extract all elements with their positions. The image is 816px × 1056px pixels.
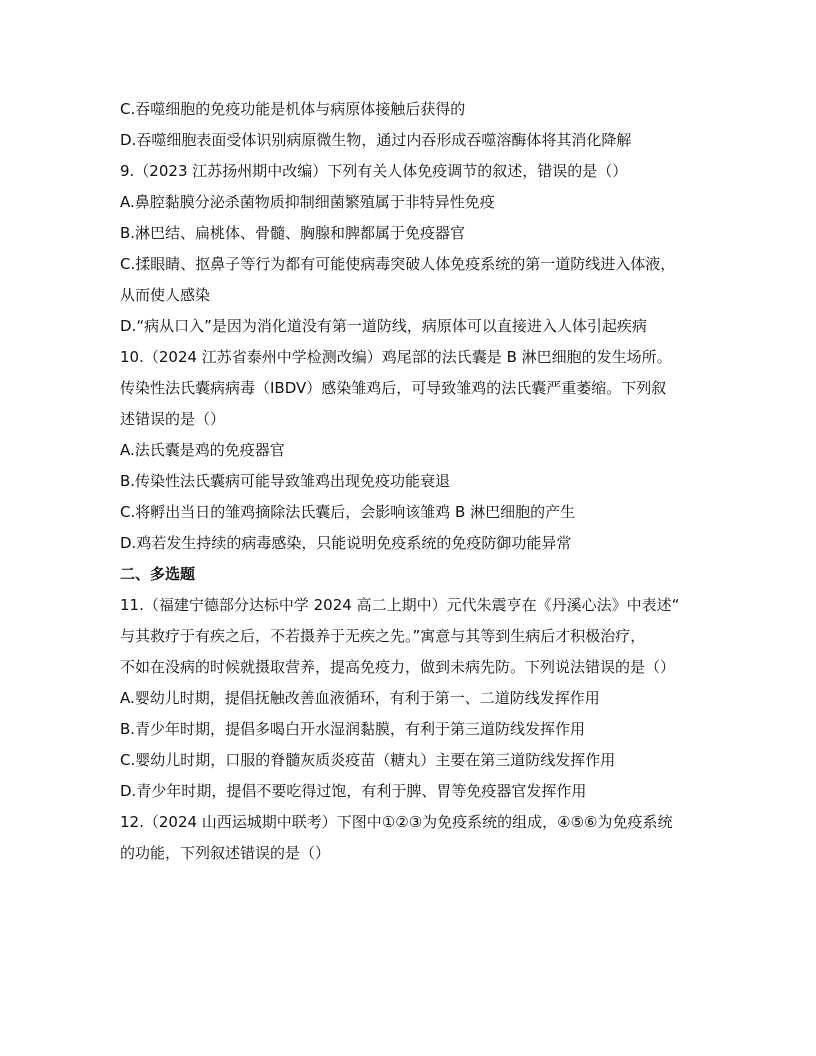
- q11-option-d: D.青少年时期，提倡不要吃得过饱，有利于脾、胃等免疫器官发挥作用: [120, 782, 587, 800]
- q11-option-c: C.婴幼儿时期，口服的脊髓灰质炎疫苗（糖丸）主要在第三道防线发挥作用: [120, 751, 616, 769]
- question-text-block: [120, 94, 704, 869]
- q9-option-c-line2: 从而使人感染: [120, 286, 211, 304]
- q10-option-d: D.鸡若发生持续的病毒感染，只能说明免疫系统的免疫防御功能异常: [120, 534, 572, 552]
- q8-option-d: D.吞噬细胞表面受体识别病原微生物，通过内吞形成吞噬溶酶体将其消化降解: [120, 131, 632, 149]
- q12-stem-line1: 12.（2024 山西运城期中联考）下图中①②③为免疫系统的组成，④⑤⑥为免疫系统: [120, 813, 673, 831]
- q9-option-a: A.鼻腔黏膜分泌杀菌物质抑制细菌繁殖属于非特异性免疫: [120, 193, 495, 211]
- section-heading-multiple-choice: 二、多选题: [120, 565, 196, 583]
- q11-stem-line1: 11.（福建宁德部分达标中学 2024 高二上期中）元代朱震亨在《丹溪心法》中表述“: [120, 596, 680, 614]
- q9-option-b: B.淋巴结、扁桃体、骨髓、胸腺和脾都属于免疫器官: [120, 224, 466, 242]
- q10-stem-line2: 传染性法氏囊病病毒（IBDV）感染雏鸡后，可导致雏鸡的法氏囊严重萎缩。下列叙: [120, 379, 667, 397]
- q10-option-c: C.将孵出当日的雏鸡摘除法氏囊后，会影响该雏鸡 B 淋巴细胞的产生: [120, 503, 576, 521]
- q11-stem-line2: 与其救疗于有疾之后，不若摄养于无疾之先。”寓意与其等到生病后才积极治疗，: [120, 627, 646, 645]
- q11-option-b: B.青少年时期，提倡多喝白开水湿润黏膜，有利于第三道防线发挥作用: [120, 720, 586, 738]
- q12-stem-line2: 的功能，下列叙述错误的是（）: [120, 844, 331, 862]
- q8-option-c: C.吞噬细胞的免疫功能是机体与病原体接触后获得的: [120, 100, 466, 118]
- q9-stem: 9.（2023 江苏扬州期中改编）下列有关人体免疫调节的叙述，错误的是（）: [120, 162, 628, 180]
- q11-option-a: A.婴幼儿时期，提倡抚触改善血液循环，有利于第一、二道防线发挥作用: [120, 689, 600, 707]
- q10-stem-line3: 述错误的是（）: [120, 410, 226, 428]
- q9-option-d: D.“病从口入”是因为消化道没有第一道防线，病原体可以直接进入人体引起疾病: [120, 317, 647, 335]
- q10-stem-line1: 10.（2024 江苏省泰州中学检测改编）鸡尾部的法氏囊是 B 淋巴细胞的发生场所。: [120, 348, 672, 366]
- q9-option-c-line1: C.揉眼睛、抠鼻子等行为都有可能使病毒突破人体免疫系统的第一道防线进入体液，: [120, 255, 676, 273]
- q10-option-a: A.法氏囊是鸡的免疫器官: [120, 441, 285, 459]
- q10-option-b: B.传染性法氏囊病可能导致雏鸡出现免疫功能衰退: [120, 472, 451, 490]
- q11-stem-line3: 不如在没病的时候就摄取营养，提高免疫力，做到未病先防。下列说法错误的是（）: [120, 658, 676, 676]
